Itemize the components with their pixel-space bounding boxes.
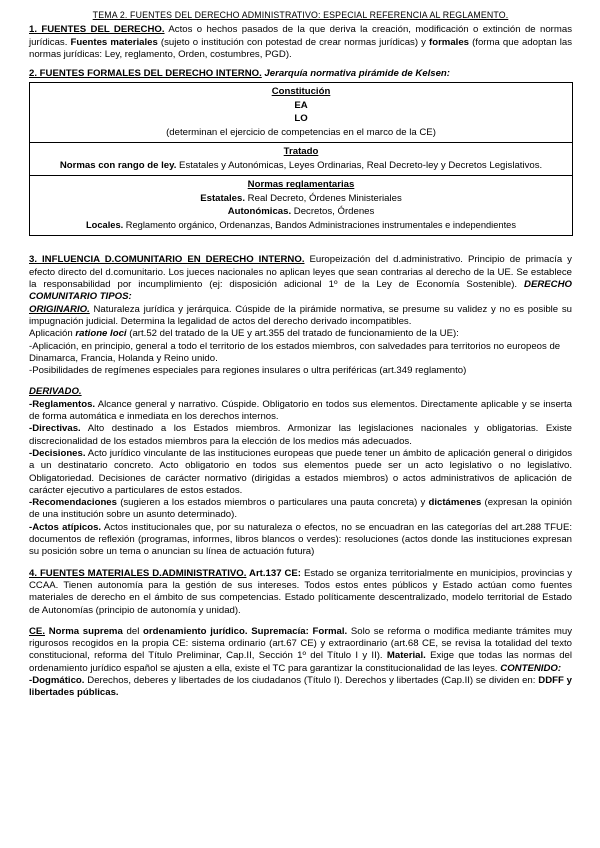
bold-term: ordenamiento jurídico. Supremacía: Formal.	[143, 625, 348, 637]
text: Solo se reforma o modifica mediante trámites muy rigurosos recogidos en la propia CE: sistema ordinario (art.67 CE) y extraordinario (art.68 CE, se revisa la totalidad del texto constitucional, reforma del Título Preliminar, Cap.II, Sección 1º del Título I y II).	[29, 625, 573, 662]
text: Acto jurídico vinculante de las instituciones europeas que puede tener un ámbito de aplicación general o dirigidos a un destinatario concreto. Acto obligatorio en todos sus elementos puede ser un acto legislativo o no legislativo. Obligatoriedad. Decisiones de carácter normativo (dirigidas a estados miembros) o actos administrativos de aplicación de carácter ejecutivo a particulares de estos estados.	[29, 447, 572, 496]
text: Estado se organiza territorialmente en municipios, provincias y CCAA. Tienen autonomía para la gestión de sus intereses. Todos estos entes públicos y Estado actúan como fuentes materiales de derecho en el ámbito de sus competencias. Estado políticamente descentralizado, modelo territorial de Estado de Autonomías (principio de autonomía y unidad).	[29, 567, 572, 616]
section-3-heading: 3. INFLUENCIA D.COMUNITARIO EN DERECHO INTERNO.	[29, 254, 305, 266]
text: Reglamento orgánico, Ordenanzas, Bandos Administraciones instrumentales e independientes	[123, 219, 516, 230]
bold-term: formales	[429, 36, 470, 48]
text: (art.52 del tratado de la UE y art.355 del tratado de funcionamiento de la UE):	[126, 328, 459, 340]
pyramid-level-constitucion	[30, 83, 572, 143]
aplicacion-paragraph	[29, 328, 572, 340]
pyramid-level-reglamentarias	[30, 176, 572, 235]
kelsen-pyramid-table	[29, 82, 573, 236]
originario-paragraph	[29, 304, 572, 329]
pyramid-line	[34, 192, 568, 206]
text: Alcance general y narrativo. Cúspide. Obligatorio en todos sus elementos. Directamente aplicable y se inserta de forma automática e inmediata en los derechos internos.	[29, 398, 572, 423]
text: Naturaleza jurídica y jerárquica. Cúspide de la pirámide normativa, se presume su validez y no es posible su impugnación judicial. Determina la legalidad de actos del derecho derivado incompatibles.	[29, 303, 572, 327]
section-4-paragraph	[29, 568, 572, 617]
pyramid-level-heading: Tratado	[283, 146, 319, 158]
ce-heading: CE.	[29, 625, 45, 637]
bold-term: Normas con rango de ley.	[59, 159, 177, 171]
text: Exige que todas las normas del ordenamiento jurídico español se ajusten a ella, existe el TC para garantizar la constitucionalidad de las leyes.	[29, 650, 572, 674]
section-4-heading: 4. FUENTES MATERIALES D.ADMINISTRATIVO.	[29, 567, 247, 579]
bold-italic-term: DERECHO COMUNITARIO TIPOS:	[29, 279, 572, 303]
bold-term: -Recomendaciones	[29, 497, 117, 509]
text: (forma que adoptan las normas jurídicas: Ley, reglamento, Orden, costumbres, PGD).	[29, 36, 573, 60]
actos-atipicos-item	[29, 522, 572, 559]
document-page	[29, 9, 572, 700]
pyramid-level-heading: Constitución	[271, 86, 331, 98]
section-2-subtitle: Jerarquía normativa pirámide de Kelsen:	[261, 68, 450, 80]
bold-term: -Actos atípicos.	[29, 521, 102, 533]
section-1-heading: 1. FUENTES DEL DERECHO.	[29, 24, 165, 36]
bold-term: -Decisiones.	[29, 447, 86, 459]
text: Europeización del d.administrativo. Principio de primacía y efecto directo del d.comunitario. Los jueces nacionales no aplican leyes que sean contrarias al derecho de la UE. Se establece la responsabilidad por incumplimiento (ej: disposición adicional 1º de la Ley de Economía Sostenible).	[29, 254, 572, 291]
bold-term: -Reglamentos.	[29, 398, 96, 410]
text: Estatales y Autonómicas, Leyes Ordinarias, Real Decreto-ley y Decretos Legislativos.	[176, 159, 543, 171]
section-1-paragraph	[29, 24, 572, 61]
section-3-paragraph	[29, 254, 572, 303]
pyramid-line	[34, 219, 568, 233]
reglamentos-item	[29, 399, 572, 424]
text: Real Decreto, Órdenes Ministeriales	[245, 192, 402, 204]
text: Alto destinado a los Estados miembros. Armonizar las legislaciones nacionales y obligatorias. Existe discrecionalidad de los estados miembros para la elección de los medios más adecuados.	[29, 423, 572, 447]
pyramid-line: EA	[294, 99, 308, 111]
text: Actos institucionales que, por su naturaleza o efectos, no se encuadran en las categorías del art.288 TFUE: documentos de reflexión (programas, informes, libros blancos o verdes): resoluciones (actos donde las instituciones expresan su posición sobre un tema o anuncian su línea de actuación futura)	[29, 521, 573, 558]
bold-term: Art.137 CE:	[246, 567, 302, 579]
derivado-label: DERIVADO.	[29, 386, 82, 398]
aplicacion-item: -Aplicación, en principio, general a todo el territorio de los estados miembros, con salvedades para territorios no europeos de Dinamarca, Francia, Holanda y Reino unido.	[29, 340, 561, 364]
pyramid-line	[34, 205, 568, 219]
bold-term: -Dogmático.	[29, 674, 85, 686]
bold-italic-term: CONTENIDO:	[500, 662, 562, 674]
bold-term: -Directivas.	[29, 423, 81, 435]
text: Derechos, deberes y libertades de los ciudadanos (Título I). Derechos y libertades (Cap.II) se dividen en:	[84, 674, 539, 686]
bold-term: Material.	[386, 650, 426, 662]
bold-term: Locales.	[86, 219, 124, 230]
text: (sujeto o institución con potestad de crear normas jurídicas) y	[157, 36, 430, 48]
pyramid-line: LO	[294, 113, 308, 125]
pyramid-line: (determinan el ejercicio de competencias en el marco de la CE)	[166, 126, 436, 138]
bold-italic-term: ratione loci	[75, 328, 127, 340]
derivado-label-line	[29, 386, 572, 398]
text: Aplicación	[29, 328, 76, 340]
text: Decretos, Órdenes	[291, 206, 375, 218]
dogmatico-item	[29, 675, 572, 700]
document-title: TEMA 2. FUENTES DEL DERECHO ADMINISTRATIVO: ESPECIAL REFERENCIA AL REGLAMENTO.	[92, 10, 509, 20]
bold-term: Estatales.	[200, 192, 246, 204]
bold-term: Fuentes materiales	[70, 36, 158, 48]
section-2-heading-line	[29, 68, 572, 80]
pyramid-line	[34, 159, 568, 173]
recomendaciones-item	[29, 497, 572, 522]
bold-term: DDFF y libertades públicas.	[29, 674, 573, 699]
decisiones-item	[29, 448, 572, 497]
ce-paragraph	[29, 626, 572, 675]
pyramid-level-heading: Normas reglamentarias	[247, 179, 355, 191]
text: Actos o hechos pasados de la que deriva la creación, modificación o extinción de normas jurídicas.	[29, 24, 572, 48]
pyramid-level-tratado	[30, 143, 572, 176]
aplicacion-item: -Posibilidades de regímenes especiales para regiones insulares o ultra periféricas (art.349 reglamento)	[29, 365, 467, 377]
section-2-heading: 2. FUENTES FORMALES DEL DERECHO INTERNO.	[29, 68, 262, 80]
text: del	[122, 625, 144, 637]
text: (expresan la opinión de una institución sobre un asunto determinado).	[29, 497, 572, 521]
bold-term: Autonómicas.	[227, 206, 292, 218]
bold-term: Norma suprema	[45, 625, 123, 637]
text: (sugieren a los estados miembros o particulares una pauta concreta) y	[116, 497, 429, 509]
bold-term: dictámenes	[428, 497, 482, 509]
originario-label: ORIGINARIO.	[29, 303, 90, 315]
directivas-item	[29, 423, 572, 448]
